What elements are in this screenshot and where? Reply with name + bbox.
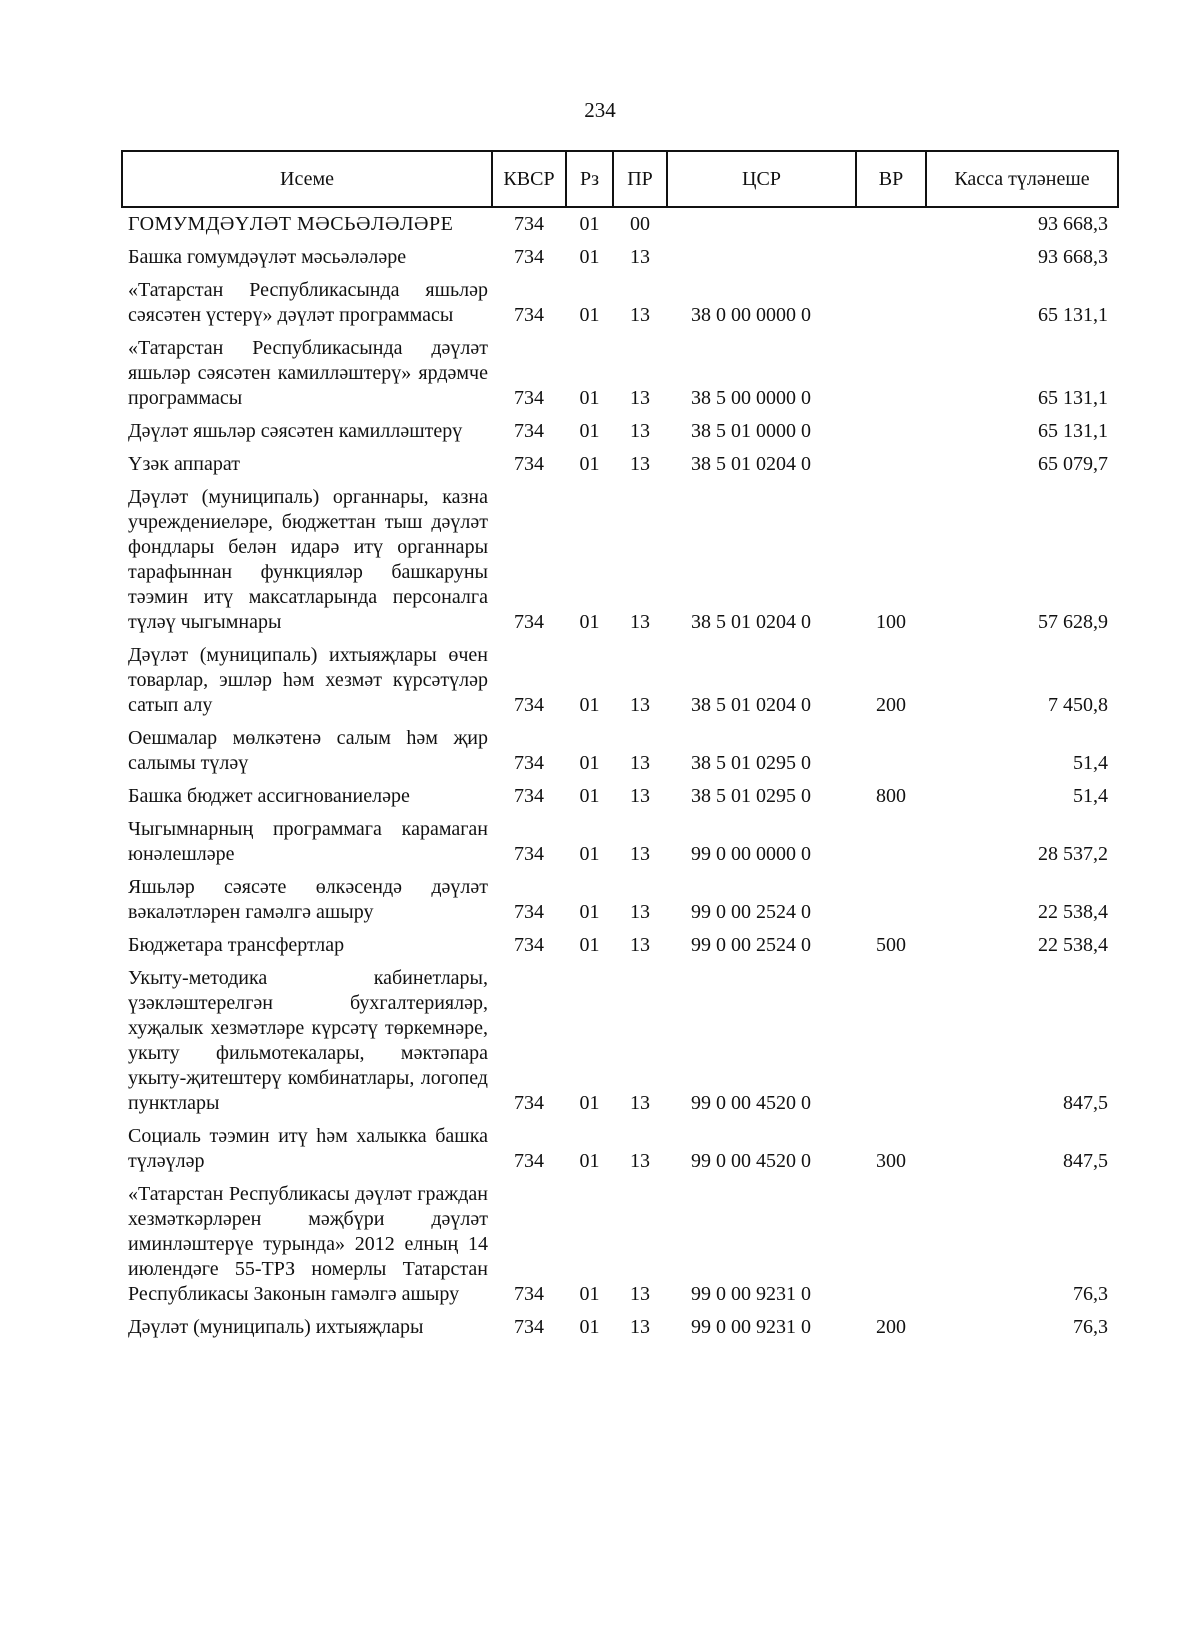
row-rz: 01 [579, 420, 600, 442]
row-csr: 99 0 00 4520 0 [691, 1150, 811, 1172]
row-name: «Татарстан Республикасында яшьләр сәясәтен үстерү» дәүләт программасы [128, 279, 488, 326]
row-rz: 01 [579, 213, 600, 235]
row-kvsr: 734 [514, 1316, 544, 1338]
row-amount: 76,3 [1073, 1283, 1108, 1305]
row-name: «Татарстан Республикасында дәүләт яшьләр сәясәтен камилләштерү» ярдәмче программасы [128, 337, 488, 409]
row-kvsr: 734 [514, 752, 544, 774]
header-rz: Рз [566, 151, 613, 207]
table-row [122, 1311, 1118, 1344]
row-vr [856, 722, 926, 780]
row-vr [856, 813, 926, 871]
row-csr: 99 0 00 9231 0 [691, 1283, 811, 1305]
row-name: Бюджетара трансфертлар [128, 934, 345, 956]
table-row [122, 1120, 1118, 1178]
table-row [122, 207, 1118, 241]
row-kvsr: 734 [514, 843, 544, 865]
row-pr: 13 [630, 246, 650, 268]
row-name: Дәүләт (муниципаль) ихтыяҗлары [128, 1316, 424, 1338]
row-rz: 01 [579, 387, 600, 409]
row-vr [856, 241, 926, 274]
row-amount: 65 079,7 [1038, 453, 1108, 475]
row-amount: 57 628,9 [1038, 611, 1108, 633]
row-vr [856, 1178, 926, 1311]
row-rz: 01 [579, 611, 600, 633]
row-csr: 99 0 00 2524 0 [691, 934, 811, 956]
row-csr: 99 0 00 0000 0 [691, 843, 811, 865]
row-name: Яшьләр сәясәте өлкәсендә дәүләт вәкаләтләрен гамәлгә ашыру [128, 876, 488, 923]
row-vr [856, 415, 926, 448]
table-row [122, 274, 1118, 332]
row-pr: 13 [630, 611, 650, 633]
row-amount: 65 131,1 [1038, 420, 1108, 442]
row-amount: 22 538,4 [1038, 934, 1108, 956]
row-csr: 38 5 01 0295 0 [691, 785, 811, 807]
row-rz: 01 [579, 453, 600, 475]
row-kvsr: 734 [514, 213, 544, 235]
row-pr: 13 [630, 304, 650, 326]
row-name: «Татарстан Республикасы дәүләт граждан хезмәткәрләрен мәҗбүри дәүләт иминләштерүе турында» 2012 елның 14 июлендәге 55-ТРЗ номерлы Татарстан Республикасы Законын гамәлгә ашыру [128, 1183, 488, 1305]
row-vr [856, 207, 926, 241]
table-row [122, 481, 1118, 639]
row-rz: 01 [579, 843, 600, 865]
row-rz: 01 [579, 1316, 600, 1338]
table-row [122, 780, 1118, 813]
header-kvsr: КВСР [492, 151, 566, 207]
row-name: Башка гомумдәүләт мәсьәләләре [128, 246, 407, 268]
row-rz: 01 [579, 752, 600, 774]
row-kvsr: 734 [514, 453, 544, 475]
row-rz: 01 [579, 246, 600, 268]
row-amount: 51,4 [1073, 785, 1108, 807]
row-pr: 13 [630, 752, 650, 774]
header-vr: ВР [856, 151, 926, 207]
row-csr: 38 0 00 0000 0 [691, 304, 811, 326]
row-amount: 93 668,3 [1038, 213, 1108, 235]
header-kassa: Касса түләнеше [926, 151, 1118, 207]
row-name: Дәүләт яшьләр сәясәтен камилләштерү [128, 420, 463, 442]
row-pr: 13 [630, 934, 650, 956]
row-rz: 01 [579, 785, 600, 807]
row-pr: 13 [630, 901, 650, 923]
row-amount: 7 450,8 [1048, 694, 1108, 716]
table-row [122, 962, 1118, 1120]
row-pr: 13 [630, 1316, 650, 1338]
table-row [122, 448, 1118, 481]
row-vr: 200 [876, 694, 906, 716]
row-name: Чыгымнарның программага карамаган юнәлешләре [128, 818, 488, 865]
table-row [122, 929, 1118, 962]
row-vr: 300 [876, 1150, 906, 1172]
row-kvsr: 734 [514, 246, 544, 268]
row-vr [856, 448, 926, 481]
row-csr: 38 5 01 0000 0 [691, 420, 811, 442]
row-csr: 38 5 01 0204 0 [691, 694, 811, 716]
row-rz: 01 [579, 1150, 600, 1172]
row-csr: 38 5 01 0204 0 [691, 453, 811, 475]
row-vr [856, 274, 926, 332]
budget-table [121, 150, 1119, 1344]
row-amount: 22 538,4 [1038, 901, 1108, 923]
table-header [122, 151, 1118, 207]
row-pr: 13 [630, 785, 650, 807]
row-rz: 01 [579, 901, 600, 923]
row-vr [856, 871, 926, 929]
row-csr: 38 5 00 0000 0 [691, 387, 811, 409]
row-csr: 38 5 01 0295 0 [691, 752, 811, 774]
table-row [122, 1178, 1118, 1311]
table-row [122, 813, 1118, 871]
row-vr [856, 332, 926, 415]
row-kvsr: 734 [514, 901, 544, 923]
table-row [122, 871, 1118, 929]
row-amount: 847,5 [1063, 1092, 1108, 1114]
header-csr: ЦСР [667, 151, 856, 207]
row-kvsr: 734 [514, 785, 544, 807]
row-amount: 51,4 [1073, 752, 1108, 774]
row-amount: 65 131,1 [1038, 304, 1108, 326]
row-kvsr: 734 [514, 694, 544, 716]
row-csr: 38 5 01 0204 0 [691, 611, 811, 633]
row-kvsr: 734 [514, 1092, 544, 1114]
row-pr: 13 [630, 453, 650, 475]
row-rz: 01 [579, 1092, 600, 1114]
row-pr: 00 [630, 213, 650, 235]
row-pr: 13 [630, 694, 650, 716]
table-body [122, 207, 1118, 1344]
row-kvsr: 734 [514, 1283, 544, 1305]
row-csr [667, 241, 856, 274]
page-number: 234 [584, 98, 616, 122]
row-kvsr: 734 [514, 304, 544, 326]
row-amount: 28 537,2 [1038, 843, 1108, 865]
row-pr: 13 [630, 1150, 650, 1172]
row-name: Оешмалар мөлкәтенә салым һәм җир салымы түләү [128, 727, 488, 774]
row-pr: 13 [630, 1283, 650, 1305]
row-csr [667, 207, 856, 241]
table-row [122, 722, 1118, 780]
row-rz: 01 [579, 1283, 600, 1305]
row-kvsr: 734 [514, 387, 544, 409]
row-pr: 13 [630, 843, 650, 865]
row-rz: 01 [579, 304, 600, 326]
row-vr: 100 [876, 611, 906, 633]
row-amount: 65 131,1 [1038, 387, 1108, 409]
row-kvsr: 734 [514, 420, 544, 442]
row-rz: 01 [579, 934, 600, 956]
row-vr: 200 [876, 1316, 906, 1338]
row-amount: 847,5 [1063, 1150, 1108, 1172]
row-name: Социаль тәэмин итү һәм халыкка башка түләүләр [128, 1125, 488, 1172]
row-csr: 99 0 00 4520 0 [691, 1092, 811, 1114]
row-rz: 01 [579, 694, 600, 716]
row-vr: 800 [876, 785, 906, 807]
row-csr: 99 0 00 2524 0 [691, 901, 811, 923]
row-name: ГОМУМДӘҮЛӘТ МӘСЬӘЛӘЛӘРЕ [128, 213, 454, 235]
row-kvsr: 734 [514, 611, 544, 633]
row-name: Дәүләт (муниципаль) органнары, казна учреждениеләре, бюджеттан тыш дәүләт фондлары белән идарә итү органнары тарафыннан функцияләр башкаруны тәэмин итү максатларында персоналга түләү чыгымнары [128, 486, 488, 633]
row-vr [856, 962, 926, 1120]
row-amount: 76,3 [1073, 1316, 1108, 1338]
table-row [122, 332, 1118, 415]
row-name: Укыту-методика кабинетлары, үзәкләштерелгән бухгалтерияләр, хуҗалык хезмәтләре күрсәтү төркемнәре, укыту фильмотекалары, мәктәпара укыту-җитештерү комбинатлары, логопед пунктлары [128, 967, 488, 1114]
row-amount: 93 668,3 [1038, 246, 1108, 268]
header-pr: ПР [613, 151, 667, 207]
header-name: Исеме [122, 151, 492, 207]
row-csr: 99 0 00 9231 0 [691, 1316, 811, 1338]
table-row [122, 241, 1118, 274]
row-pr: 13 [630, 420, 650, 442]
row-kvsr: 734 [514, 1150, 544, 1172]
table-row [122, 415, 1118, 448]
table-row [122, 639, 1118, 722]
row-vr: 500 [876, 934, 906, 956]
row-pr: 13 [630, 1092, 650, 1114]
row-name: Дәүләт (муниципаль) ихтыяҗлары өчен товарлар, эшләр һәм хезмәт күрсәтүләр сатып алу [128, 644, 488, 716]
row-pr: 13 [630, 387, 650, 409]
row-kvsr: 734 [514, 934, 544, 956]
row-name: Башка бюджет ассигнованиеләре [128, 785, 410, 807]
row-name: Үзәк аппарат [128, 453, 240, 475]
